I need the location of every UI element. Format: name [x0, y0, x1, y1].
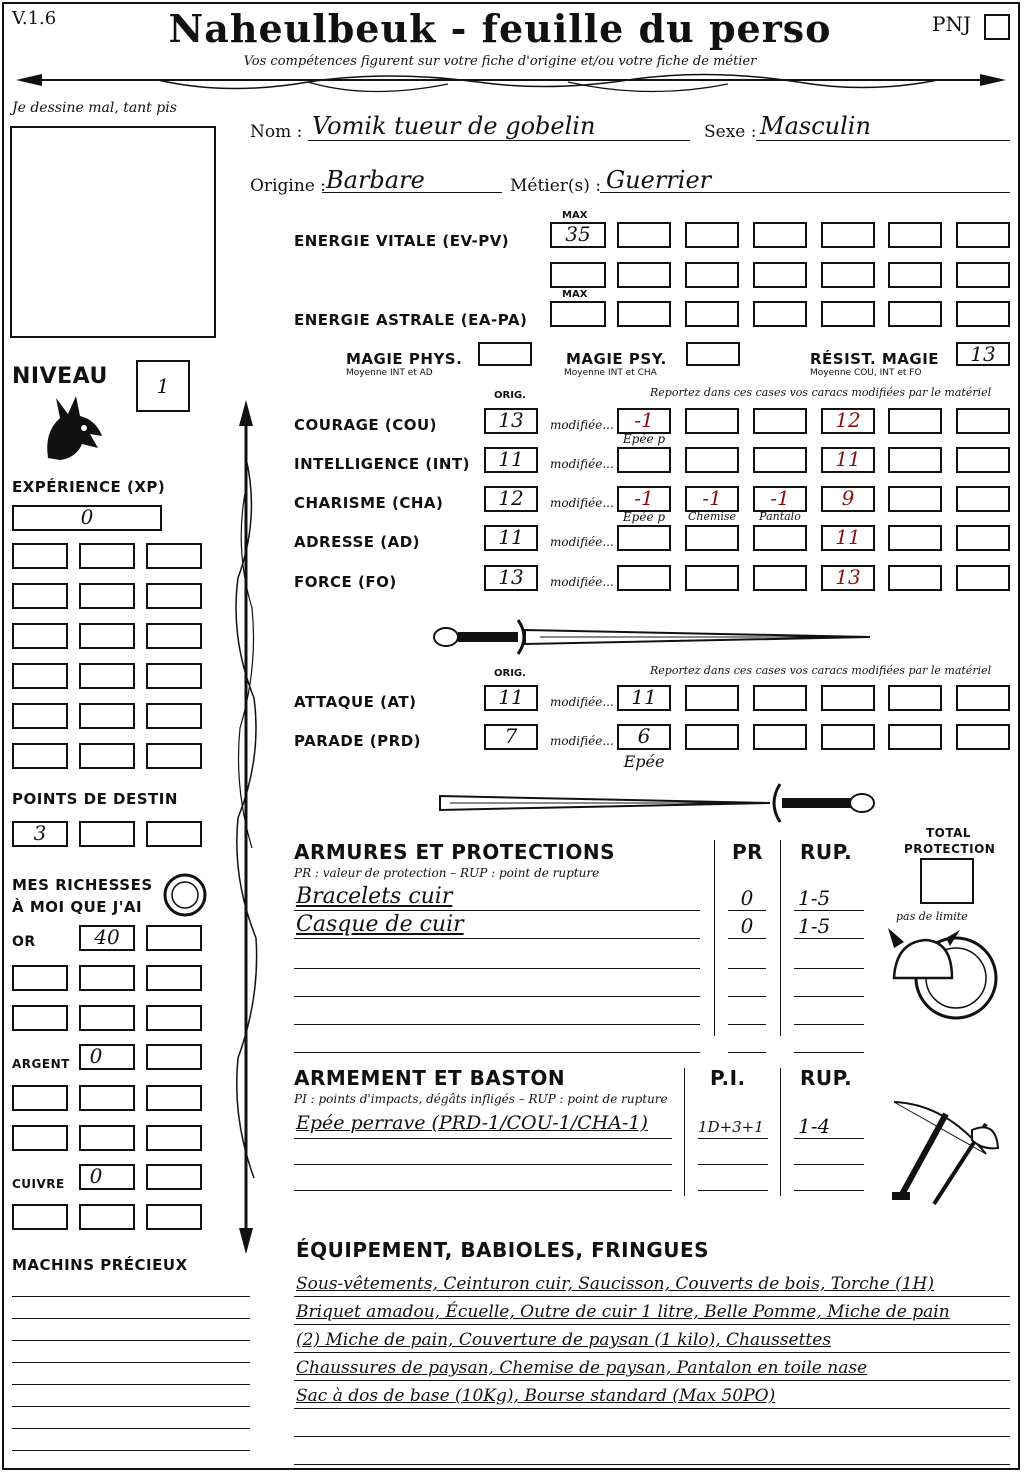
origine-value[interactable]: Barbare — [326, 166, 425, 194]
armure-pr-line[interactable] — [728, 996, 766, 997]
armure-rup-line[interactable] — [794, 1052, 864, 1053]
ev-box-1-2[interactable] — [685, 222, 739, 248]
destin-box-1[interactable]: 3 — [12, 821, 68, 847]
ev-box-2-7[interactable] — [956, 262, 1010, 288]
coin-box[interactable] — [146, 925, 202, 951]
modif-label: modifiée... — [550, 734, 614, 748]
origine-label: Origine : — [250, 176, 326, 196]
combat-label: PARADE (PRD) — [294, 732, 422, 750]
armement-pi-label: P.I. — [710, 1066, 746, 1090]
magie-psy-note: Moyenne INT et CHA — [564, 368, 657, 378]
equip-line[interactable] — [294, 1436, 1010, 1437]
armure-name: Bracelets cuir — [296, 884, 453, 909]
combat-mod-box[interactable] — [956, 685, 1010, 711]
machins-line[interactable] — [12, 1296, 250, 1297]
armure-rup: 1-5 — [798, 886, 831, 910]
ea-box-2[interactable] — [685, 301, 739, 327]
machins-line[interactable] — [12, 1340, 250, 1341]
xp-box[interactable] — [12, 703, 68, 729]
modif-label: modifiée... — [550, 695, 614, 709]
magie-phys-box[interactable] — [478, 342, 532, 366]
sexe-label: Sexe : — [704, 122, 757, 142]
equip-line[interactable] — [294, 1352, 1010, 1353]
modif-label: modifiée... — [550, 535, 614, 549]
stat-label: ADRESSE (AD) — [294, 533, 421, 551]
equip-text: Briquet amadou, Écuelle, Outre de cuir 1 litre, Belle Pomme, Miche de pain — [296, 1302, 950, 1322]
coin-box[interactable] — [146, 965, 202, 991]
arme-pi-line[interactable] — [698, 1190, 768, 1191]
pnj-checkbox[interactable] — [984, 14, 1010, 40]
armure-pr-line[interactable] — [728, 1024, 766, 1025]
combat-mod-box[interactable] — [956, 724, 1010, 750]
combat-mod-box[interactable] — [685, 685, 739, 711]
arme-line[interactable] — [294, 1164, 672, 1165]
arme-pi-line[interactable] — [698, 1138, 768, 1139]
ev-box-2-5[interactable] — [821, 262, 875, 288]
ea-box-1[interactable] — [617, 301, 671, 327]
combat-mod-box[interactable]: 6 — [617, 724, 671, 750]
armure-rup-line[interactable] — [794, 996, 864, 997]
xp-box[interactable] — [79, 583, 135, 609]
ev-box-2-6[interactable] — [888, 262, 942, 288]
coin-icon — [162, 872, 208, 918]
stat-mod-box[interactable]: -1 — [617, 408, 671, 434]
stat-mod-box[interactable]: 12 — [821, 408, 875, 434]
stat-mod-box[interactable] — [753, 447, 807, 473]
armure-line[interactable] — [294, 938, 700, 939]
magie-psy-label: MAGIE PSY. — [566, 350, 667, 368]
stat-mod-note: Epée p — [622, 510, 666, 524]
armure-rup: 1-5 — [798, 914, 831, 938]
stat-label: FORCE (FO) — [294, 573, 397, 591]
coin-box[interactable] — [79, 965, 135, 991]
armement-title: ARMEMENT ET BASTON — [294, 1066, 566, 1090]
equip-line[interactable] — [294, 1296, 1010, 1297]
armure-line[interactable] — [294, 968, 700, 969]
limit-note: pas de limite — [896, 910, 968, 923]
armure-pr-line[interactable] — [728, 968, 766, 969]
equipement-title: ÉQUIPEMENT, BABIOLES, FRINGUES — [296, 1238, 710, 1262]
ev-box-2-1[interactable] — [550, 262, 606, 288]
equip-text: (2) Miche de pain, Couverture de paysan (1 kilo), Chaussettes — [296, 1330, 832, 1350]
helmet-shield-icon — [886, 924, 1002, 1024]
arme-pi: 1D+3+1 — [698, 1118, 764, 1136]
armure-rup-line[interactable] — [794, 1024, 864, 1025]
xp-box[interactable] — [12, 663, 68, 689]
arme-pi-line[interactable] — [698, 1164, 768, 1165]
combat-orig-label: ORIG. — [494, 668, 526, 679]
coin-box[interactable] — [146, 1085, 202, 1111]
xp-box[interactable] — [79, 623, 135, 649]
xp-box[interactable] — [79, 663, 135, 689]
metier-value[interactable]: Guerrier — [606, 166, 712, 194]
armure-line[interactable] — [294, 996, 700, 997]
destin-box-3[interactable] — [146, 821, 202, 847]
combat-orig-box[interactable]: 7 — [484, 724, 538, 750]
orig-label: ORIG. — [494, 390, 526, 401]
magie-phys-label: MAGIE PHYS. — [346, 350, 463, 368]
machins-line[interactable] — [12, 1406, 250, 1407]
total-label-1: TOTAL — [926, 826, 972, 840]
ev-box-2-2[interactable] — [617, 262, 671, 288]
nom-label: Nom : — [250, 122, 303, 142]
coin-box[interactable] — [79, 1085, 135, 1111]
ev-label: ENERGIE VITALE (EV-PV) — [294, 232, 510, 250]
ea-box-4[interactable] — [821, 301, 875, 327]
coin-box[interactable] — [146, 1204, 202, 1230]
stat-mod-box[interactable] — [956, 447, 1010, 473]
armure-rup-line[interactable] — [794, 910, 864, 911]
stat-orig-box[interactable]: 12 — [484, 486, 538, 512]
experience-box[interactable]: 0 — [12, 505, 162, 531]
stat-orig-box[interactable]: 13 — [484, 565, 538, 591]
coin-box[interactable] — [12, 1125, 68, 1151]
equip-text: Chaussures de paysan, Chemise de paysan, Pantalon en toile nase — [296, 1358, 868, 1378]
combat-mod-box[interactable] — [888, 724, 942, 750]
coin-box[interactable] — [12, 1005, 68, 1031]
ev-box-1-3[interactable] — [753, 222, 807, 248]
ev-box-2-3[interactable] — [685, 262, 739, 288]
destin-label: POINTS DE DESTIN — [12, 790, 178, 808]
magie-psy-box[interactable] — [686, 342, 740, 366]
combat-mod-box[interactable]: 11 — [617, 685, 671, 711]
machins-line[interactable] — [12, 1428, 250, 1429]
xp-box[interactable] — [12, 623, 68, 649]
resist-magie-note: Moyenne COU, INT et FO — [810, 368, 922, 378]
xp-box[interactable] — [12, 543, 68, 569]
xp-box[interactable] — [79, 743, 135, 769]
xp-box[interactable] — [146, 583, 202, 609]
stat-label: COURAGE (COU) — [294, 416, 438, 434]
machins-line[interactable] — [12, 1450, 250, 1451]
combat-mod-box[interactable] — [685, 724, 739, 750]
stat-mod-note: Epée p — [622, 432, 666, 446]
sexe-value[interactable]: Masculin — [760, 112, 871, 140]
ea-max-box[interactable] — [550, 301, 606, 327]
arme-name: Epée perrave (PRD-1/COU-1/CHA-1) — [296, 1112, 648, 1134]
armement-rup-label: RUP. — [800, 1066, 853, 1090]
stat-mod-box[interactable]: -1 — [617, 486, 671, 512]
coin-box[interactable] — [146, 1044, 202, 1070]
xp-box[interactable] — [146, 743, 202, 769]
armures-pr-label: PR — [732, 840, 764, 864]
dragon-icon — [40, 392, 106, 464]
portrait-box[interactable] — [10, 126, 216, 338]
stat-mod-box[interactable] — [685, 565, 739, 591]
ea-label: ENERGIE ASTRALE (EA-PA) — [294, 311, 528, 329]
xp-box[interactable] — [79, 543, 135, 569]
spear-vertical — [226, 398, 266, 1258]
combat-report-note: Reportez dans ces cases vos caracs modifiées par le matériel — [650, 664, 992, 677]
stat-mod-box[interactable] — [753, 525, 807, 551]
stat-mod-box[interactable]: 11 — [821, 447, 875, 473]
armure-line[interactable] — [294, 1052, 700, 1053]
ev-max-box[interactable]: 35 — [550, 222, 606, 248]
armure-pr-line[interactable] — [728, 910, 766, 911]
machins-line[interactable] — [12, 1362, 250, 1363]
stat-mod-box[interactable] — [888, 447, 942, 473]
stat-orig-box[interactable]: 11 — [484, 447, 538, 473]
stat-mod-box[interactable] — [685, 408, 739, 434]
armure-pr-line[interactable] — [728, 938, 766, 939]
machins-line[interactable] — [12, 1318, 250, 1319]
stat-label: CHARISME (CHA) — [294, 494, 444, 512]
arme-rup-line[interactable] — [794, 1190, 864, 1191]
argent-box[interactable]: 0 — [79, 1044, 135, 1070]
stat-mod-box[interactable] — [888, 565, 942, 591]
coin-box[interactable] — [146, 1005, 202, 1031]
combat-mod-box[interactable] — [821, 685, 875, 711]
arme-rup: 1-4 — [798, 1114, 831, 1138]
stat-mod-box[interactable] — [956, 565, 1010, 591]
arme-rup-line[interactable] — [794, 1164, 864, 1165]
equip-line[interactable] — [294, 1464, 1010, 1465]
stat-mod-box[interactable] — [888, 525, 942, 551]
richesses-label-1: MES RICHESSES — [12, 876, 153, 894]
coin-box[interactable] — [79, 1125, 135, 1151]
stat-mod-box[interactable] — [888, 486, 942, 512]
combat-mod-box[interactable] — [888, 685, 942, 711]
experience-label: EXPÉRIENCE (XP) — [12, 478, 166, 496]
armures-legend: PR : valeur de protection – RUP : point de rupture — [294, 866, 600, 880]
stat-mod-box[interactable] — [888, 408, 942, 434]
stat-mod-box[interactable] — [956, 486, 1010, 512]
stat-mod-box[interactable]: -1 — [685, 486, 739, 512]
report-note: Reportez dans ces cases vos caracs modifiées par le matériel — [650, 386, 992, 399]
resist-magie-label: RÉSIST. MAGIE — [810, 350, 940, 368]
total-protection-box[interactable] — [920, 858, 974, 904]
armure-pr: 0 — [740, 886, 754, 910]
coin-box[interactable] — [79, 1005, 135, 1031]
machins-label: MACHINS PRÉCIEUX — [12, 1256, 188, 1274]
modif-label: modifiée... — [550, 575, 614, 589]
ev-box-1-5[interactable] — [888, 222, 942, 248]
ev-box-1-6[interactable] — [956, 222, 1010, 248]
stat-mod-box[interactable] — [617, 525, 671, 551]
cuivre-label: CUIVRE — [12, 1177, 65, 1191]
arme-rup-line[interactable] — [794, 1138, 864, 1139]
modif-label: modifiée... — [550, 496, 614, 510]
stat-orig-box[interactable]: 13 — [484, 408, 538, 434]
ev-box-1-4[interactable] — [821, 222, 875, 248]
ev-box-2-4[interactable] — [753, 262, 807, 288]
stat-mod-box[interactable] — [753, 565, 807, 591]
stat-mod-box[interactable]: 13 — [821, 565, 875, 591]
richesses-label-2: À MOI QUE J'AI — [12, 898, 143, 916]
combat-mod-box[interactable] — [753, 685, 807, 711]
stat-mod-box[interactable]: 9 — [821, 486, 875, 512]
stat-mod-note: Chemise — [687, 510, 737, 523]
modif-label: modifiée... — [550, 457, 614, 471]
armure-rup-line[interactable] — [794, 938, 864, 939]
equip-line[interactable] — [294, 1380, 1010, 1381]
xp-box[interactable] — [146, 543, 202, 569]
ea-max-label: MAX — [562, 289, 588, 300]
armure-rup-line[interactable] — [794, 968, 864, 969]
ev-max-label: MAX — [562, 210, 588, 221]
xp-box[interactable] — [146, 623, 202, 649]
weapons-icon — [886, 1094, 1006, 1218]
nom-value[interactable]: Vomik tueur de gobelin — [312, 112, 596, 140]
modif-label: modifiée... — [550, 418, 614, 432]
combat-mod-box[interactable] — [753, 724, 807, 750]
combat-orig-box[interactable]: 11 — [484, 685, 538, 711]
stat-mod-box[interactable] — [685, 447, 739, 473]
stat-mod-box[interactable] — [956, 408, 1010, 434]
total-label-2: PROTECTION — [904, 842, 996, 856]
or-label: OR — [12, 934, 36, 950]
armure-name: Casque de cuir — [296, 912, 464, 937]
equip-line[interactable] — [294, 1408, 1010, 1409]
stat-mod-box[interactable] — [617, 447, 671, 473]
stat-label: INTELLIGENCE (INT) — [294, 455, 470, 473]
arme-line[interactable] — [294, 1138, 672, 1139]
ea-box-5[interactable] — [888, 301, 942, 327]
coin-box[interactable] — [12, 1085, 68, 1111]
version-label: V.1.6 — [12, 8, 57, 29]
sheet-title: Naheulbeuk - feuille du perso — [168, 6, 832, 51]
coin-box[interactable] — [79, 1204, 135, 1230]
metier-label: Métier(s) : — [510, 176, 602, 196]
sword-icon-2 — [430, 778, 880, 828]
xp-box[interactable] — [146, 663, 202, 689]
stat-mod-box[interactable] — [685, 525, 739, 551]
xp-box[interactable] — [12, 743, 68, 769]
stat-mod-box[interactable] — [753, 408, 807, 434]
armement-legend: PI : points d'impacts, dégâts infligés – RUP : point de rupture — [294, 1092, 668, 1106]
armure-line[interactable] — [294, 910, 700, 911]
stat-mod-box[interactable]: -1 — [753, 486, 807, 512]
machins-line[interactable] — [12, 1384, 250, 1385]
coin-box[interactable] — [12, 965, 68, 991]
armure-line[interactable] — [294, 1024, 700, 1025]
xp-box[interactable] — [12, 583, 68, 609]
ea-box-6[interactable] — [956, 301, 1010, 327]
armures-title: ARMURES ET PROTECTIONS — [294, 840, 615, 864]
combat-mod-box[interactable] — [821, 724, 875, 750]
sheet-subtitle: Vos compétences figurent sur votre fiche d'origine et/ou votre fiche de métier — [243, 54, 757, 69]
equip-line[interactable] — [294, 1324, 1010, 1325]
armures-rup-label: RUP. — [800, 840, 853, 864]
armure-pr-line[interactable] — [728, 1052, 766, 1053]
combat-label: ATTAQUE (AT) — [294, 693, 417, 711]
niveau-box[interactable]: 1 — [136, 360, 190, 412]
equip-text: Sous-vêtements, Ceinturon cuir, Saucisson, Couverts de bois, Torche (1H) — [296, 1274, 934, 1294]
coin-box[interactable] — [12, 1204, 68, 1230]
stat-orig-box[interactable]: 11 — [484, 525, 538, 551]
portrait-caption: Je dessine mal, tant pis — [12, 100, 177, 116]
stat-mod-box[interactable]: 11 — [821, 525, 875, 551]
xp-box[interactable] — [79, 703, 135, 729]
ev-box-1-1[interactable] — [617, 222, 671, 248]
sword-icon-1 — [430, 612, 880, 662]
xp-box[interactable] — [146, 703, 202, 729]
ea-box-3[interactable] — [753, 301, 807, 327]
destin-box-2[interactable] — [79, 821, 135, 847]
or-box[interactable]: 40 — [79, 925, 135, 951]
cuivre-box[interactable]: 0 — [79, 1164, 135, 1190]
equip-text: Sac à dos de base (10Kg), Bourse standard (Max 50PO) — [296, 1386, 776, 1406]
combat-note: Epée — [623, 752, 665, 771]
argent-label: ARGENT — [12, 1057, 70, 1071]
magie-phys-note: Moyenne INT et AD — [346, 368, 433, 378]
stat-mod-note: Pantalo — [759, 510, 801, 523]
stat-mod-box[interactable] — [956, 525, 1010, 551]
stat-mod-box[interactable] — [617, 565, 671, 591]
resist-magie-box[interactable]: 13 — [956, 342, 1010, 366]
niveau-label: NIVEAU — [12, 364, 108, 389]
coin-box[interactable] — [146, 1125, 202, 1151]
arme-line[interactable] — [294, 1190, 672, 1191]
armure-pr: 0 — [740, 914, 754, 938]
pnj-label: PNJ — [932, 12, 971, 36]
coin-box[interactable] — [146, 1164, 202, 1190]
